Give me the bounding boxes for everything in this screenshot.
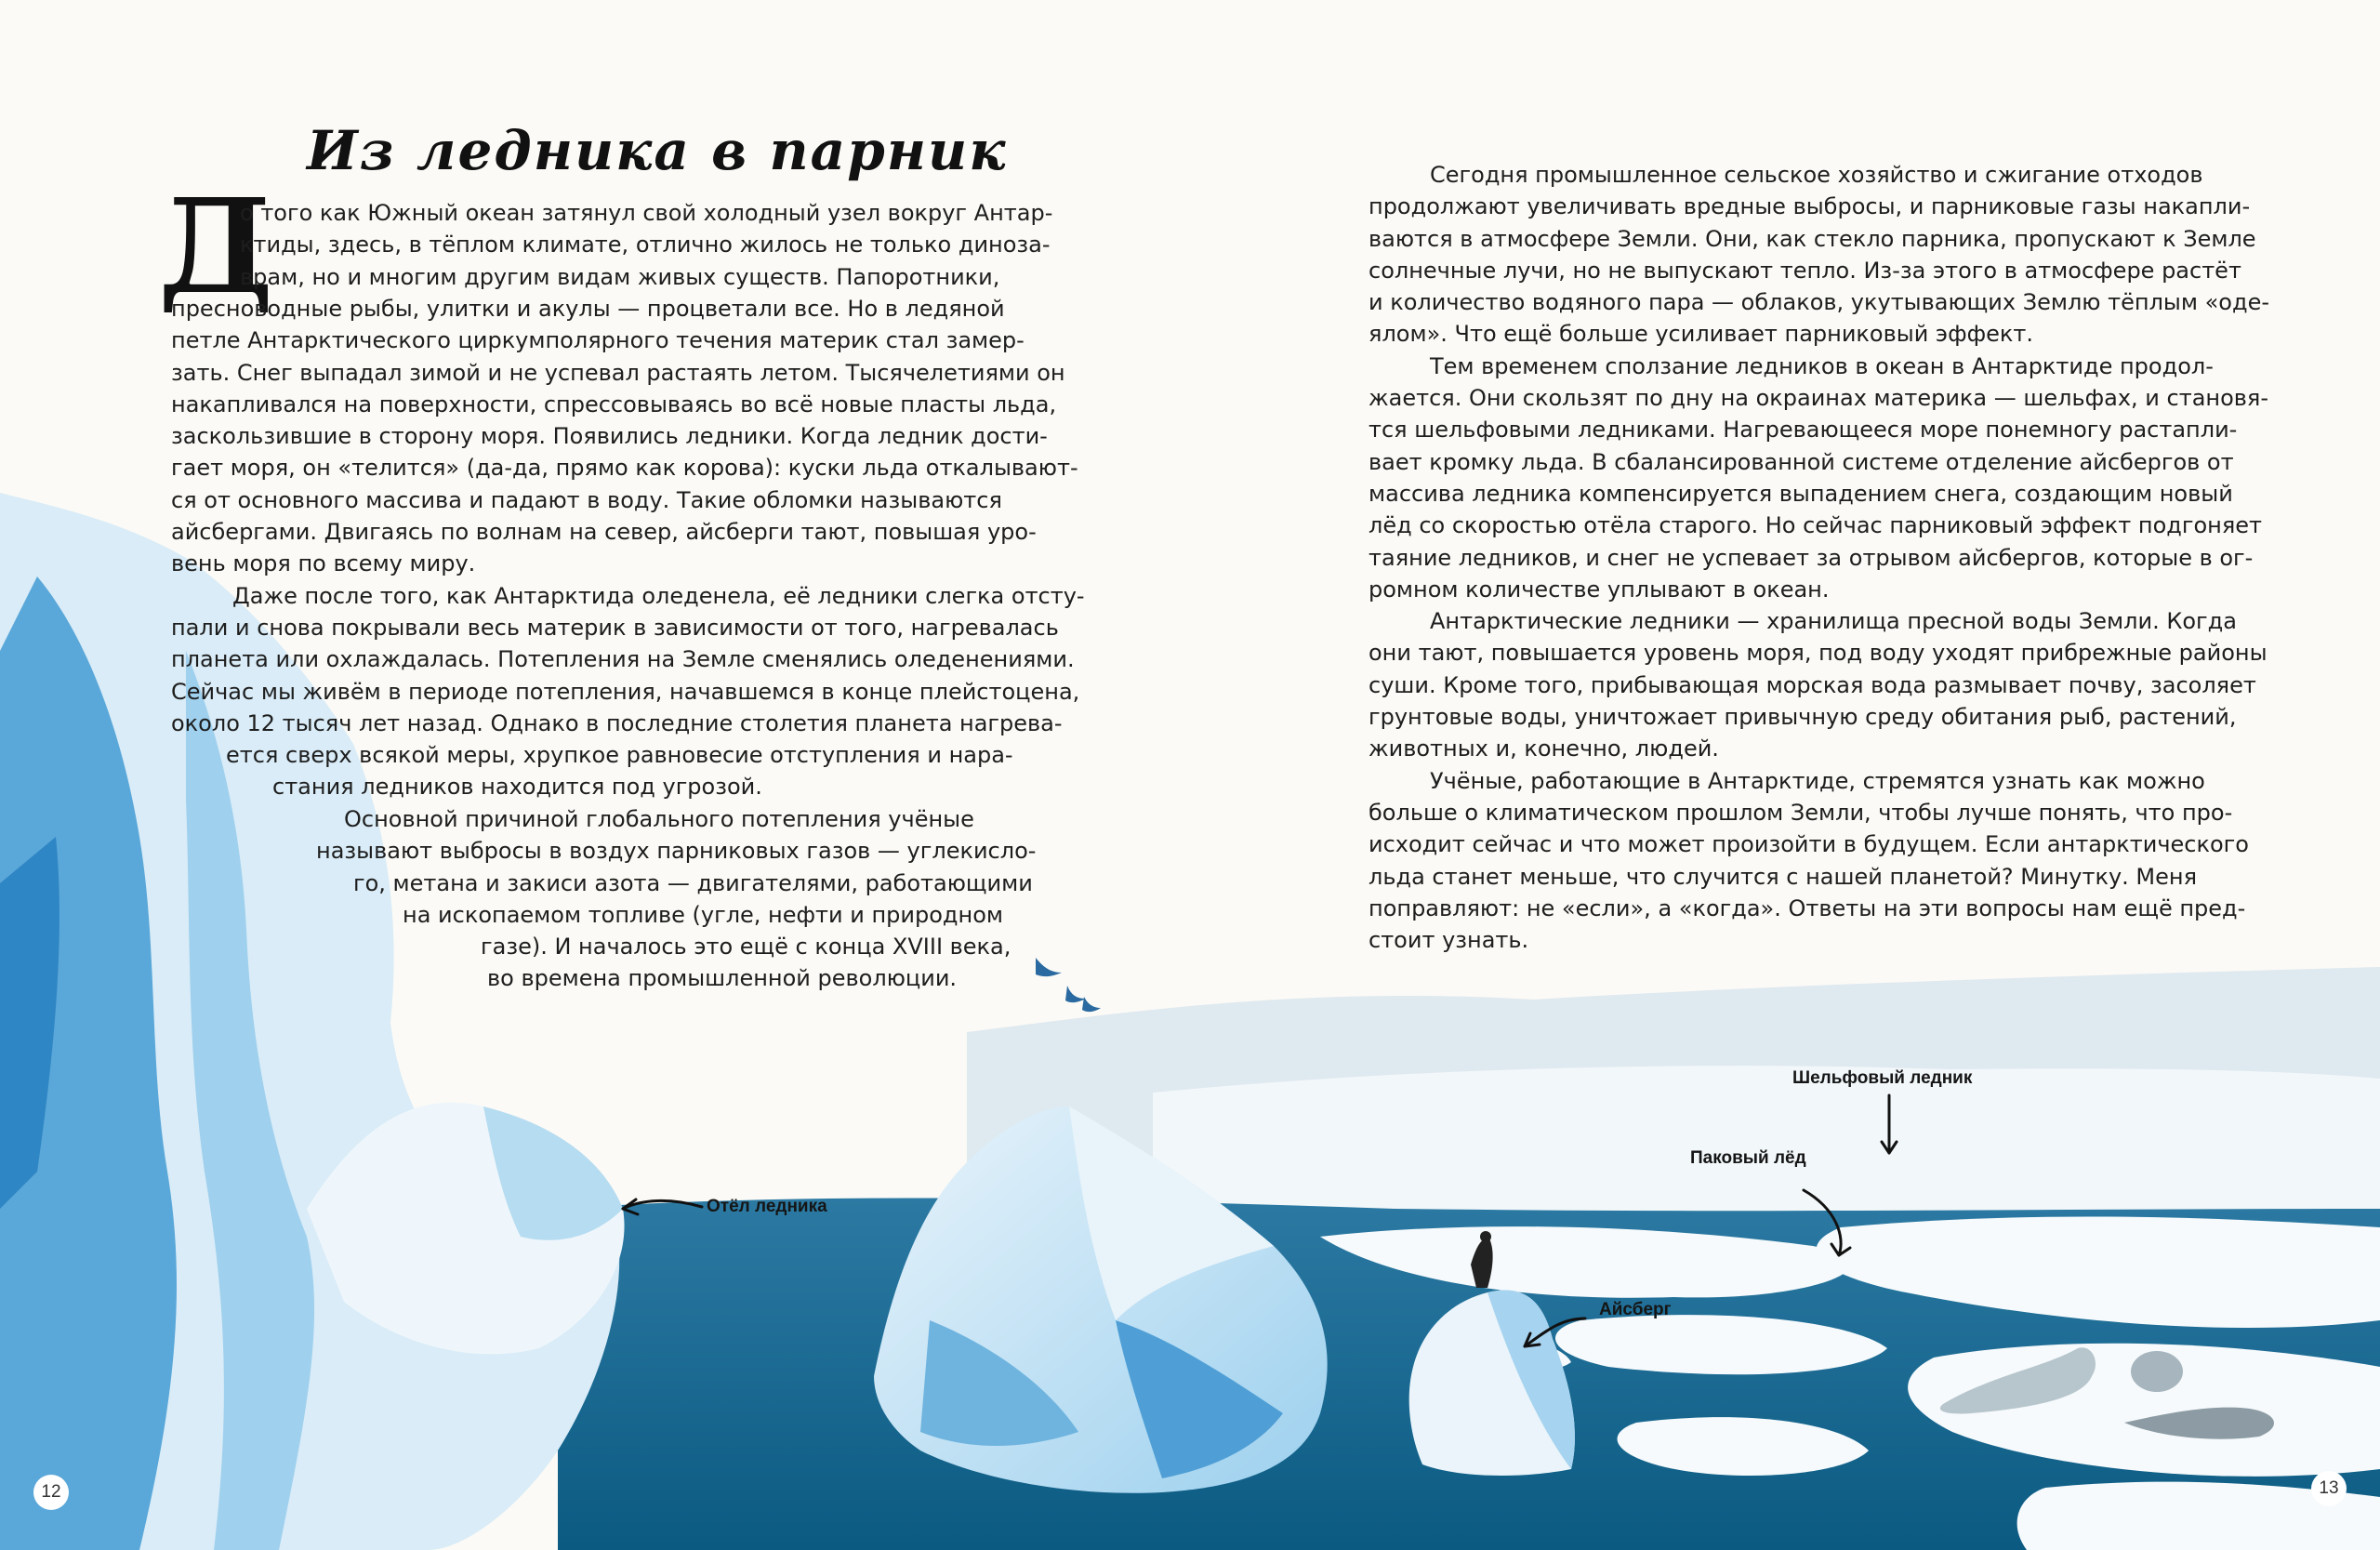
text-line: ктиды, здесь, в тёплом климате, отлично жилось не только диноза- bbox=[240, 232, 1051, 258]
label-calving: Отёл ледника bbox=[707, 1197, 827, 1216]
text-line: продолжают увеличивать вредные выбросы, и парниковые газы накапли- bbox=[1368, 193, 2251, 220]
right-text-column bbox=[1368, 159, 2269, 956]
text-line: на ископаемом топливе (угле, нефти и природном bbox=[403, 901, 1003, 928]
text-line: солнечные лучи, но не выпускают тепло. Из-за этого в атмосфере растёт bbox=[1368, 257, 2241, 284]
text-line: айсбергами. Двигаясь по волнам на север, айсберги тают, повышая уро- bbox=[171, 519, 1037, 546]
text-line: около 12 тысяч лет назад. Однако в последние столетия планета нагрева- bbox=[171, 709, 1063, 736]
text-line: они тают, повышается уровень моря, под воду уходят прибрежные районы bbox=[1368, 640, 2268, 667]
text-line: животных и, конечно, людей. bbox=[1368, 735, 1719, 762]
text-line: грунтовые воды, уничтожает привычную среду обитания рыб, растений, bbox=[1368, 704, 2237, 731]
text-line: Тем временем сползание ледников в океан в Антарктиде продол- bbox=[1430, 352, 2214, 379]
label-iceberg: Айсберг bbox=[1599, 1300, 1672, 1319]
text-line: тся шельфовыми ледниками. Нагревающееся море понемногу растапли- bbox=[1368, 417, 2238, 444]
left-text-inset-2 bbox=[316, 803, 1036, 995]
text-line: стания ледников находится под угрозой. bbox=[272, 774, 762, 801]
page-number-right: 13 bbox=[2311, 1471, 2347, 1506]
text-line: вает кромку льда. В сбалансированной системе отделение айсбергов от bbox=[1368, 448, 2234, 475]
text-line: ваются в атмосфере Земли. Они, как стекло парника, пропускают к Земле bbox=[1368, 225, 2256, 252]
text-line: газе). И началось это ещё с конца XVIII века, bbox=[481, 934, 1012, 960]
text-line: больше о климатическом прошлом Земли, чтобы лучше понять, что про- bbox=[1368, 799, 2233, 826]
text-line: массива ледника компенсируется выпадением снега, создающим новый bbox=[1368, 480, 2233, 507]
text-line: заскользившие в сторону моря. Появились ледники. Когда ледник дости- bbox=[171, 423, 1048, 450]
drop-cap: Д bbox=[158, 171, 274, 324]
text-line: ромном количестве уплывают в океан. bbox=[1368, 576, 1830, 603]
text-line: ялом». Что ещё больше усиливает парниковый эффект. bbox=[1368, 321, 2034, 348]
label-shelf-glacier: Шельфовый ледник bbox=[1792, 1068, 1973, 1088]
text-line: называют выбросы в воздух парниковых газов — углекисло- bbox=[316, 838, 1037, 865]
text-line: петле Антарктического циркумполярного течения материк стал замер- bbox=[171, 327, 1025, 354]
left-text-block bbox=[171, 293, 1085, 739]
text-line: планета или охлаждалась. Потепления на Земле сменялись оледенениями. bbox=[171, 646, 1075, 673]
label-pack-ice: Паковый лёд bbox=[1690, 1148, 1806, 1168]
text-line: Сегодня промышленное сельское хозяйство и сжигание отходов bbox=[1430, 162, 2203, 188]
page-number-left: 12 bbox=[33, 1475, 69, 1510]
page-title: Из ледника в парник bbox=[307, 119, 1008, 182]
left-text-inset bbox=[226, 739, 1013, 803]
text-line: таяние ледников, и снег не успевает за отрывом айсбергов, которые в ог- bbox=[1368, 544, 2254, 571]
text-line: зать. Снег выпадал зимой и не успевал растаять летом. Тысячелетиями он bbox=[171, 359, 1065, 386]
text-line: Сейчас мы живём в периоде потепления, начавшемся в конце плейстоцена, bbox=[171, 678, 1080, 705]
text-line: исходит сейчас и что может произойти в будущем. Если антарктического bbox=[1368, 831, 2249, 858]
text-line: во времена промышленной революции. bbox=[487, 965, 958, 992]
text-line: пали и снова покрывали весь материк в зависимости от того, нагревалась bbox=[171, 614, 1059, 641]
text-line: Учёные, работающие в Антарктиде, стремятся узнать как можно bbox=[1430, 767, 2205, 794]
text-line: пресноводные рыбы, улитки и акулы — процветали все. Но в ледяной bbox=[171, 296, 1005, 322]
text-line: гает моря, он «телится» (да-да, прямо как корова): куски льда откалывают- bbox=[171, 455, 1078, 482]
text-line: ся от основного массива и падают в воду. Такие обломки называются bbox=[171, 486, 1002, 513]
text-line: врам, но и многим другим видам живых существ. Папоротники, bbox=[240, 263, 1000, 290]
text-line: Даже после того, как Антарктида оледенела, её ледники слегка отсту- bbox=[232, 582, 1085, 609]
text-line: поправляют: не «если», а «когда». Ответы на эти вопросы нам ещё пред- bbox=[1368, 894, 2246, 921]
text-line: суши. Кроме того, прибывающая морская вода размывает почву, засоляет bbox=[1368, 671, 2256, 698]
text-line: жается. Они скользят по дну на окраинах материка — шельфах, и становя- bbox=[1368, 385, 2269, 412]
text-line: Основной причиной глобального потепления учёные bbox=[344, 806, 974, 832]
text-line: вень моря по всему миру. bbox=[171, 550, 476, 577]
text-line: го, метана и закиси азота — двигателями, работающими bbox=[353, 869, 1033, 896]
flying-birds bbox=[1036, 958, 1101, 1012]
text-line: лёд со скоростью отёла старого. Но сейчас парниковый эффект подгоняет bbox=[1368, 512, 2263, 539]
left-text-column bbox=[240, 197, 1052, 293]
text-line: о того как Южный океан затянул свой холодный узел вокруг Антар- bbox=[240, 200, 1053, 226]
text-line: стоит узнать. bbox=[1368, 927, 1529, 954]
text-line: ется сверх всякой меры, хрупкое равновесие отступления и нара- bbox=[226, 742, 1013, 768]
text-line: Антарктические ледники — хранилища пресной воды Земли. Когда bbox=[1430, 608, 2237, 635]
text-line: льда станет меньше, что случится с нашей планетой? Минутку. Меня bbox=[1368, 863, 2198, 890]
text-line: и количество водяного пара — облаков, укутывающих Землю тёплым «оде- bbox=[1368, 289, 2269, 316]
text-line: накапливался на поверхности, спрессовываясь во всё новые пласты льда, bbox=[171, 391, 1057, 417]
